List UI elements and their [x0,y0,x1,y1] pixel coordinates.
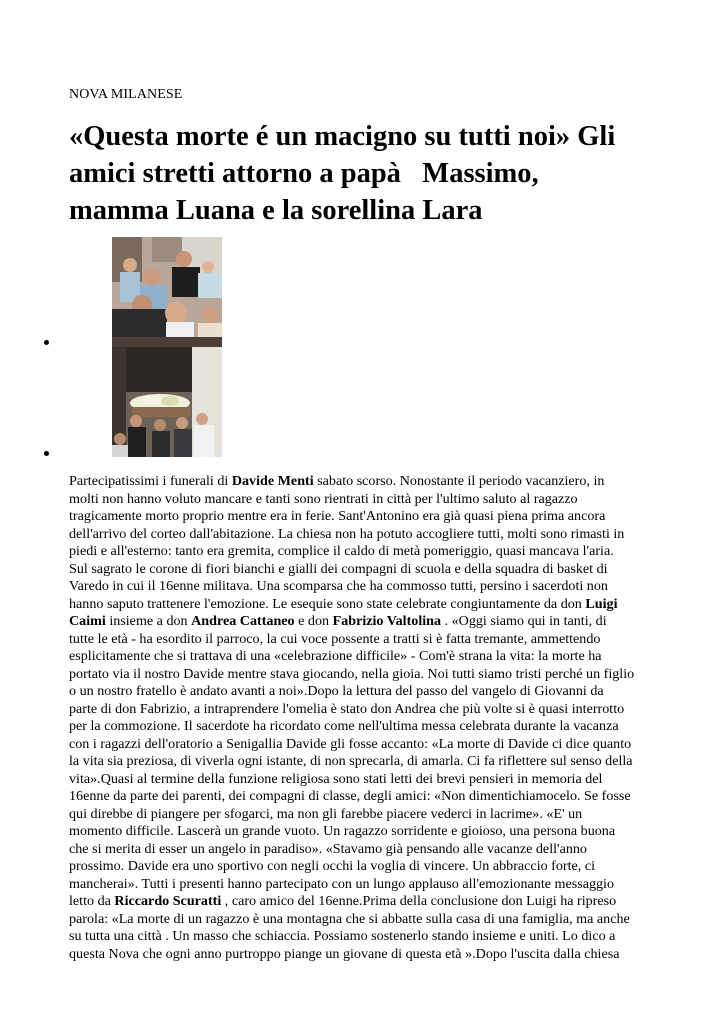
article-line [69,736,659,754]
article-line [69,508,659,526]
section-label: NOVA MILANESE [69,87,183,102]
article-line [69,841,659,859]
text-run: mancherai». Tutti i presenti hanno partecipato con un lungo applauso all'emozionante messaggio [69,875,615,892]
article-line [69,788,659,806]
text-run: qui direbbe di piangere per sfogarci, ma non gli farebbe piacere vederci in lacrime». «E' un [69,805,583,822]
text-run: hanno saputo trattenere l'emozione. Le esequie sono state celebrate congiuntamente da don [69,595,586,612]
bold-name: Luigi [585,595,618,612]
article-line [69,683,659,701]
text-run: che si merita di esser un angelo in paradiso». «Stavamo già pensando alle vacanze dell'anno [69,840,587,857]
article-line [69,648,659,666]
article-line [69,631,659,649]
article-line [69,753,659,771]
article-line [69,876,659,894]
bold-name: Fabrizio Valtolina [332,613,442,629]
article-line [69,806,659,824]
text-run: insieme a don [105,613,192,629]
article-body [69,473,659,963]
text-run: dell'arrivo del corteo dall'abitazione. La chiesa non ha potuto accogliere tutti, molti sono rimasti in [69,525,625,542]
text-run: parte di don Fabrizio, a intraprendere l'omelia è stato don Andrea che più volte si è quasi interrotto [69,700,625,717]
text-run: 16enne da parte dei parenti, dei compagni di classe, degli amici: «Non dimentichiamocelo. Se fosse [69,788,631,804]
bold-name: Caimi [69,613,106,629]
article-line [69,526,659,544]
text-run: parola: «La morte di un ragazzo è una montagna che si abbatte sulla casa di una famiglia, ma anche [69,910,630,927]
list-bullet [43,339,51,347]
text-run: momento difficile. Lascerà un grande vuoto. Un ragazzo sorridente e gioioso, una persona buona [69,823,616,839]
headline-line: «Questa morte é un macigno su tutti noi» Gli [69,121,616,152]
article-line [69,911,659,929]
headline-line: mamma Luana e la sorellina Lara [69,195,483,226]
article-line [69,666,659,684]
headline-line: amici stretti attorno a papà Massimo, [69,158,539,189]
text-run: o un nostro fratello è andato avanti a noi».Dopo la lettura del passo del vangelo di Giovanni da [69,683,604,699]
article-line [69,701,659,719]
article-line [69,823,659,841]
text-run: con i ragazzi dell'oratorio a Senigallia Davide gli fosse accanto: «La morte di Davide ci dice quanto [69,735,632,752]
text-run: molti non hanno voluto mancare e tanti sono rientrati in città per l'ultimo saluto al ragazzo [69,490,578,507]
article-line [69,561,659,579]
text-run: . «Oggi siamo qui in tanti, di [441,613,607,629]
text-run: Sul sagrato le corone di fiori bianchi e gialli dei compagni di scuola e della squadra di basket di [69,560,608,577]
text-run: vita».Quasi al termine della funzione religiosa sono stati letti dei brevi pensieri in memoria del [69,770,603,787]
article-line [69,718,659,736]
article-line [69,578,659,596]
article-line [69,596,659,614]
funeral-crowd-photo [112,237,222,347]
article-line [69,858,659,876]
text-run: letto da [69,893,115,909]
article-line [69,491,659,509]
text-run: Varedo in cui il 16enne militava. Una scomparsa che ha commosso tutti, persino i sacerdoti non [69,578,608,594]
article-line [69,613,659,631]
text-run: prossimo. Davide era uno sportivo con negli occhi la voglia di vincere. Un abbraccio forte, ci [69,858,595,874]
list-bullet [43,450,51,458]
text-run: per la commozione. Il sacerdote ha ricordato come nell'ultima messa celebrata durante la vacanza [69,718,619,734]
text-run: tutte le età - ha esordito il parroco, la cui voce possente a tratti si è fatta tremante, ammettendo [69,630,601,647]
text-run: la vita sia preziosa, di viverla ogni istante, di non sprecarla, di amarla. Ci fa riflettere sul senso della [69,753,633,769]
text-run: piedi e all'esterno: tanto era gremita, complice il caldo di metà pomeriggio, quasi mancava l'aria. [69,543,614,559]
article-line [69,928,659,946]
bold-name: Andrea Cattaneo [191,613,295,629]
bold-name: Riccardo Scuratti [114,893,222,909]
text-run: e don [294,613,333,629]
article-line [69,543,659,561]
text-run: su tutta una città . Un masso che schiaccia. Possiamo sostenerlo stando insieme e uniti. Lo dico a [69,928,616,944]
article-line [69,771,659,789]
article-line [69,946,659,964]
text-run: questa Nova che ogni anno purtroppo piange un giovane di questa età ».Dopo l'uscita dalla chiesa [69,945,620,962]
text-run: Partecipatissimi i funerali di [69,473,232,489]
article-line [69,893,659,911]
text-run: portato via il nostro Davide mentre stava giocando, nella gioia. Noi tutti siamo tristi perché un figlio [69,665,635,682]
bold-name: Davide Menti [231,473,314,489]
text-run: , caro amico del 16enne.Prima della conclusione don Luigi ha ripreso [221,893,617,909]
text-run: tragicamente morto proprio mentre era in ferie. Sant'Antonino era già quasi piena prima ancora [69,508,606,524]
text-run: esplicitamente che si trattava di una «celebrazione difficile» - Com'è strana la vita: la morte ha [69,648,602,664]
text-run: sabato scorso. Nonostante il periodo vacanziero, in [313,473,605,489]
funeral-coffin-photo [112,347,222,457]
article-line [69,473,659,491]
article-headline [69,118,669,229]
